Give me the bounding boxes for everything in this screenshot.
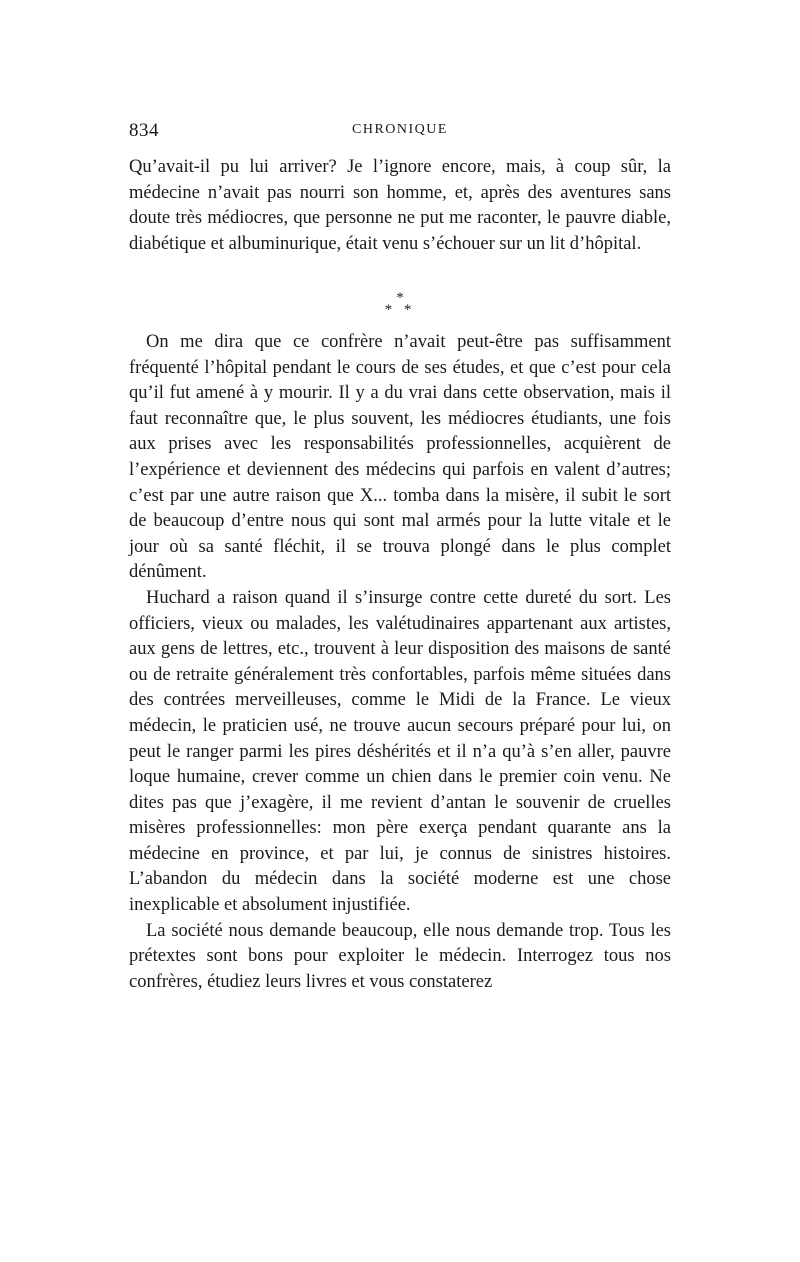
asterism-top-star: * bbox=[396, 290, 404, 306]
paragraph: On me dira que ce confrère n’avait peut-être pas suffisamment fréquenté l’hôpital pendant le cours de ses études, et que c’est pour cela qu’il fut amené à y mourir. Il y a du vrai dans cette observation, mais il faut reconnaître que, le plus souvent, les médiocres étudiants, une fois aux prises avec les responsabilités professionnelles, acquièrent de l’expérience et deviennent des médecins qui parfois en valent d’autres; c’est par une autre raison que X... tomba dans la misère, il subit le sort de beaucoup d’entre nous qui sont mal armés pour la lutte vitale et le jour où sa santé fléchit, il se trouva plongé dans le plus complet dénûment. bbox=[129, 332, 671, 583]
page-number: 834 bbox=[129, 120, 159, 141]
section-break-asterism bbox=[0, 292, 800, 316]
text-block-after-break bbox=[129, 330, 671, 995]
paragraph: Qu’avait-il pu lui arriver? Je l’ignore encore, mais, à coup sûr, la médecine n’avait pas nourri son homme, et, après des aventures sans doute très médiocres, que personne ne put me raconter, le pauvre diable, diabétique et albuminurique, était venu s’échouer sur un lit d’hôpital. bbox=[129, 157, 671, 254]
text-block-before-break bbox=[129, 155, 671, 257]
running-head: CHRONIQUE bbox=[352, 122, 448, 137]
paragraph: Huchard a raison quand il s’insurge contre cette dureté du sort. Les officiers, vieux ou malades, les valétudinaires appartenant aux artistes, aux gens de lettres, etc., trouvent à leur disposition des maisons de santé ou de retraite généralement très confortables, parfois même situées dans des contrées merveilleuses, comme le Midi de la France. Le vieux médecin, le praticien usé, ne trouve aucun secours préparé pour lui, on peut le ranger parmi les pires déshérités et il n’a qu’à s’en aller, pauvre loque humaine, crever comme un chien dans le premier coin venu. Ne dites pas que j’exagère, il me revient d’antan le souvenir de cruelles misères professionnelles: mon père exerça pendant quarante ans la médecine en province, et par lui, je connus de sinistres histoires. L’abandon du médecin dans la société moderne est une chose inexplicable et absolument injustifiée. bbox=[129, 587, 671, 916]
paragraph: La société nous demande beaucoup, elle nous demande trop. Tous les prétextes sont bons pour exploiter le médecin. Interrogez tous nos confrères, étudiez leurs livres et vous constaterez bbox=[129, 920, 671, 992]
asterism-bottom-stars: * * bbox=[384, 302, 416, 318]
